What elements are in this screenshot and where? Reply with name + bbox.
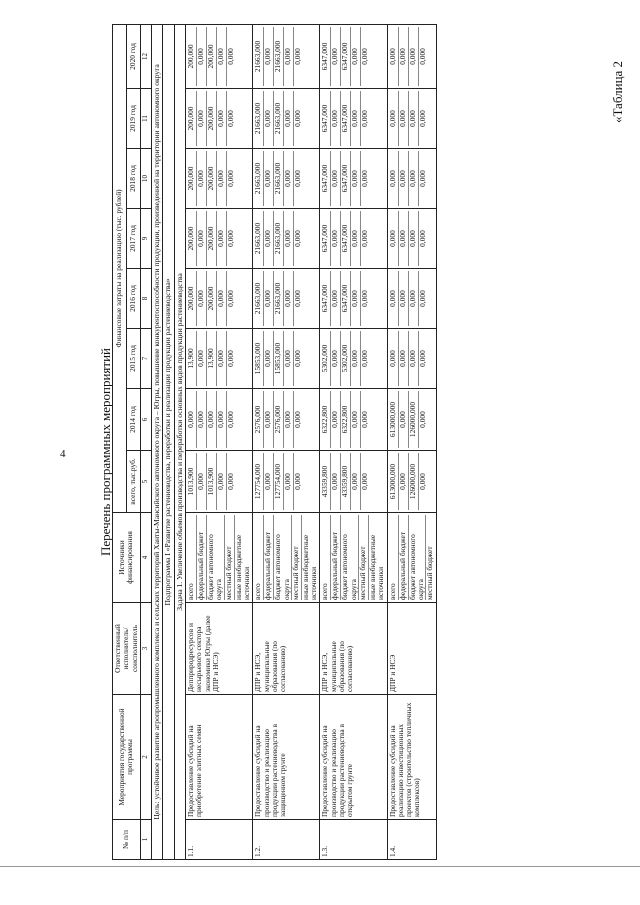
cost-value: 6347,000 (341, 91, 351, 146)
cost-value: 0,000 (409, 27, 419, 86)
cost-value: 0,000 (399, 91, 409, 146)
funding-source: бюджет автономного округа (341, 515, 359, 600)
cost-value: 0,000 (284, 91, 294, 146)
cost-value: 0,000 (389, 91, 399, 146)
cost-value: 0,000 (331, 391, 341, 448)
cost-value: 1013,900 (207, 453, 217, 510)
column-index: 1 (140, 820, 151, 860)
cost-value: 0,000 (399, 271, 409, 326)
header-year: 2019 год (126, 89, 140, 149)
cost-value: 0,000 (293, 290, 303, 307)
header-costs-group: Финансовые затраты на реализацию (тыс. рублей) (113, 24, 127, 512)
year-values (253, 269, 320, 329)
cost-value: 43359,800 (341, 453, 351, 510)
cost-value: 0,000 (217, 453, 227, 510)
executor-name: ДПР и НСЭ (387, 603, 437, 695)
cost-value: 0,000 (331, 27, 341, 86)
header-year: 2017 год (126, 209, 140, 269)
cost-value: 0,000 (284, 453, 294, 510)
cost-value: 0,000 (217, 151, 227, 206)
funding-source: местный бюджет (292, 515, 302, 600)
cost-value: 6347,000 (321, 271, 331, 326)
cost-value: 0,000 (409, 271, 419, 326)
cost-value: 0,000 (217, 391, 227, 448)
cost-value: 613000,000 (389, 391, 399, 448)
cost-value: 5302,000 (321, 331, 331, 386)
table-row (387, 24, 437, 859)
cost-value: 200,000 (187, 151, 197, 206)
year-values (387, 209, 437, 269)
column-index-row (140, 24, 151, 859)
funding-source: всего (321, 515, 331, 600)
year-values (253, 89, 320, 149)
header-year: 2015 год (126, 329, 140, 389)
cost-value: 0,000 (351, 391, 361, 448)
cost-value: 0,000 (399, 453, 409, 510)
cost-value: 0,000 (197, 91, 207, 146)
program-table-rotated (112, 25, 595, 860)
year-values (186, 329, 253, 389)
year-values (253, 209, 320, 269)
cost-value: 6347,000 (341, 27, 351, 86)
cost-value: 6347,000 (321, 27, 331, 86)
cost-value: 0,000 (197, 331, 207, 386)
cost-value: 0,000 (264, 151, 274, 206)
year-values (253, 329, 320, 389)
funding-source: федеральный бюджет (331, 515, 341, 600)
funding-source: иные внебюджетные источники (233, 534, 252, 600)
cost-value: 0,000 (417, 411, 427, 428)
cost-value: 0,000 (226, 110, 236, 127)
table-row (253, 24, 320, 859)
year-values (320, 389, 387, 451)
cost-value: 0,000 (264, 91, 274, 146)
cost-value: 21663,000 (274, 271, 284, 326)
cost-value: 21663,000 (254, 271, 264, 326)
cost-value: 200,000 (187, 211, 197, 266)
header-year: 2014 год (126, 389, 140, 451)
year-values (186, 209, 253, 269)
cost-value: 0,000 (399, 391, 409, 448)
cost-value: 6347,000 (341, 151, 351, 206)
cost-value: 21663,000 (254, 91, 264, 146)
event-name: Предоставление субсидий на производство и реализацию продукции растениеводства в защищенном грунте (253, 695, 320, 820)
cost-value: 0,000 (399, 151, 409, 206)
total-values (320, 451, 387, 513)
year-values (186, 269, 253, 329)
cost-value: 0,000 (360, 350, 370, 367)
cost-value: 0,000 (197, 27, 207, 86)
cost-value: 6347,000 (321, 211, 331, 266)
cost-value: 21663,000 (274, 27, 284, 86)
cost-value: 200,000 (207, 91, 217, 146)
cost-value: 0,000 (331, 453, 341, 510)
cost-value: 0,000 (409, 151, 419, 206)
row-number: 1.4. (387, 820, 437, 860)
cost-value: 0,000 (293, 473, 303, 490)
cost-value: 0,000 (331, 91, 341, 146)
cost-value: 0,000 (226, 290, 236, 307)
cost-value: 0,000 (417, 110, 427, 127)
cost-value: 0,000 (226, 170, 236, 187)
cost-value: 0,000 (226, 473, 236, 490)
row-number: 1.1. (186, 820, 253, 860)
cost-value: 0,000 (284, 211, 294, 266)
year-values (186, 89, 253, 149)
cost-value: 0,000 (293, 110, 303, 127)
cost-value: 0,000 (389, 151, 399, 206)
cost-value: 0,000 (417, 473, 427, 490)
scan-divider (0, 866, 640, 867)
cost-value: 200,000 (187, 27, 197, 86)
cost-value: 0,000 (226, 230, 236, 247)
cost-value: 0,000 (293, 230, 303, 247)
column-index: 6 (140, 389, 151, 451)
row-number: 1.2. (253, 820, 320, 860)
cost-value: 0,000 (217, 91, 227, 146)
cost-value: 0,000 (264, 27, 274, 86)
cost-value: 0,000 (360, 48, 370, 65)
cost-value: 43359,800 (321, 453, 331, 510)
column-index: 2 (140, 695, 151, 820)
cost-value: 0,000 (351, 151, 361, 206)
header-executor: Ответственный исполнитель/соисполнитель (113, 603, 141, 695)
cost-value: 2576,000 (254, 391, 264, 448)
funding-source: бюджет автономного округа (409, 515, 427, 600)
year-values (320, 24, 387, 88)
executor-name: ДПР и НСЭ, муниципальные образования (по согласованию) (253, 603, 320, 695)
cost-value: 21663,000 (274, 211, 284, 266)
cost-value: 0,000 (417, 48, 427, 65)
cost-value: 21663,000 (254, 211, 264, 266)
cost-value: 0,000 (360, 170, 370, 187)
goal-row: Цель: устойчивое развитие агропромышленного комплекса и сельских территорий Ханты-Мансийского автономного округа – Югры, повышение конкурентоспособности продукции, произведенной на территории автономного округа (151, 24, 163, 859)
cost-value: 0,000 (389, 271, 399, 326)
table-label: «Таблица 2 (610, 60, 625, 124)
cost-value: 0,000 (351, 27, 361, 86)
year-values (186, 24, 253, 88)
executor-name: ДПР и НСЭ, муниципальные образования (по согласованию) (320, 603, 387, 695)
page-number: 4 (60, 448, 66, 460)
cost-value: 127754,000 (254, 453, 264, 510)
subprogram-row: Подпрограмма I «Развитие растениеводства, переработки и реализации продукции растениеводства» (163, 24, 175, 859)
row-number: 1.3. (320, 820, 387, 860)
cost-value: 200,000 (207, 211, 217, 266)
cost-value: 0,000 (409, 331, 419, 386)
executor-name: Депприродресурсов и несырьевого сектора экономики Югры (далее ДПР и НСЭ) (186, 603, 253, 695)
cost-value: 0,000 (197, 271, 207, 326)
column-index: 10 (140, 149, 151, 209)
total-values (186, 451, 253, 513)
cost-value: 0,000 (360, 110, 370, 127)
funding-source: всего (254, 515, 264, 600)
cost-value: 0,000 (284, 331, 294, 386)
funding-source: федеральный бюджет (399, 515, 409, 600)
cost-value: 15853,000 (274, 331, 284, 386)
funding-sources (320, 513, 387, 603)
cost-value: 0,000 (187, 391, 197, 448)
year-values (253, 149, 320, 209)
header-event: Мероприятия государственной программы (113, 695, 141, 820)
cost-value: 0,000 (284, 27, 294, 86)
column-index: 3 (140, 603, 151, 695)
cost-value: 0,000 (293, 170, 303, 187)
funding-source: всего (187, 515, 197, 600)
column-index: 5 (140, 451, 151, 513)
funding-source: всего (389, 515, 399, 600)
cost-value: 0,000 (331, 271, 341, 326)
year-values (387, 329, 437, 389)
cost-value: 200,000 (187, 271, 197, 326)
year-values (186, 389, 253, 451)
cost-value: 0,000 (389, 27, 399, 86)
cost-value: 200,000 (207, 27, 217, 86)
table-row (320, 24, 387, 859)
event-name: Предоставление субсидий на приобретение элитных семян (186, 695, 253, 820)
funding-source: бюджет автономного округа (207, 515, 225, 600)
cost-value: 0,000 (207, 391, 217, 448)
cost-value: 0,000 (217, 271, 227, 326)
cost-value: 0,000 (417, 350, 427, 367)
cost-value: 0,000 (351, 271, 361, 326)
cost-value: 13,900 (187, 331, 197, 386)
cost-value: 21663,000 (274, 151, 284, 206)
cost-value: 126000,000 (409, 391, 419, 448)
year-values (320, 329, 387, 389)
cost-value: 0,000 (399, 27, 409, 86)
cost-value: 6322,800 (321, 391, 331, 448)
header-year: 2018 год (126, 149, 140, 209)
cost-value: 0,000 (360, 230, 370, 247)
cost-value: 0,000 (264, 453, 274, 510)
year-values (320, 89, 387, 149)
event-name: Предоставление субсидий на реализацию инвестиционных проектов (строительство тепличных комплексов) (387, 695, 437, 820)
cost-value: 0,000 (197, 453, 207, 510)
cost-value: 0,000 (217, 27, 227, 86)
cost-value: 0,000 (331, 331, 341, 386)
column-index: 11 (140, 89, 151, 149)
cost-value: 0,000 (399, 211, 409, 266)
cost-value: 127754,000 (274, 453, 284, 510)
column-index: 4 (140, 513, 151, 603)
cost-value: 0,000 (360, 411, 370, 428)
cost-value: 0,000 (284, 391, 294, 448)
header-year: 2016 год (126, 269, 140, 329)
header-year: 2020 год (126, 24, 140, 88)
cost-value: 0,000 (197, 151, 207, 206)
cost-value: 0,000 (197, 391, 207, 448)
funding-source: местный бюджет (425, 546, 435, 600)
header-num: № п/п (113, 820, 141, 860)
funding-source: федеральный бюджет (197, 515, 207, 600)
cost-value: 6347,000 (341, 271, 351, 326)
column-index: 12 (140, 24, 151, 88)
cost-value: 0,000 (417, 290, 427, 307)
year-values (387, 24, 437, 88)
cost-value: 0,000 (409, 91, 419, 146)
year-values (186, 149, 253, 209)
cost-value: 0,000 (293, 411, 303, 428)
funding-source: местный бюджет (359, 515, 369, 600)
cost-value: 0,000 (264, 271, 274, 326)
cost-value: 200,000 (207, 151, 217, 206)
funding-source: иные внебюджетные источники (300, 534, 319, 600)
table-body (151, 24, 436, 859)
cost-value: 13,900 (207, 331, 217, 386)
cost-value: 0,000 (264, 391, 274, 448)
cost-value: 0,000 (360, 473, 370, 490)
column-index: 8 (140, 269, 151, 329)
cost-value: 0,000 (351, 91, 361, 146)
total-values (253, 451, 320, 513)
task-row: Задача 1. Увеличение объемов производства и переработки основных видов продукции растениеводства (174, 24, 186, 859)
funding-source: иные внебюджетные источники (367, 534, 386, 600)
cost-value: 2576,000 (274, 391, 284, 448)
page-title: Перечень программных мероприятий (98, 348, 113, 556)
cost-value: 0,000 (331, 211, 341, 266)
cost-value: 0,000 (264, 331, 274, 386)
year-values (320, 269, 387, 329)
cost-value: 0,000 (264, 211, 274, 266)
funding-source: местный бюджет (225, 515, 235, 600)
cost-value: 0,000 (226, 411, 236, 428)
funding-source: федеральный бюджет (264, 515, 274, 600)
cost-value: 0,000 (409, 211, 419, 266)
funding-source: бюджет автономного округа (274, 515, 292, 600)
column-index: 9 (140, 209, 151, 269)
cost-value: 0,000 (226, 350, 236, 367)
cost-value: 0,000 (351, 453, 361, 510)
cost-value: 200,000 (187, 91, 197, 146)
table-header (113, 24, 152, 859)
cost-value: 0,000 (360, 290, 370, 307)
year-values (387, 89, 437, 149)
cost-value: 0,000 (351, 211, 361, 266)
event-name: Предоставление субсидий на производство и реализацию продукции растениеводства в открытом грунте (320, 695, 387, 820)
cost-value: 0,000 (226, 48, 236, 65)
column-index: 7 (140, 329, 151, 389)
cost-value: 0,000 (417, 170, 427, 187)
table-row (186, 24, 253, 859)
funding-sources (186, 513, 253, 603)
funding-sources (387, 513, 437, 603)
cost-value: 126000,000 (409, 453, 419, 510)
total-values (387, 451, 437, 513)
header-total: всего, тыс.руб. (126, 451, 140, 513)
year-values (387, 269, 437, 329)
cost-value: 0,000 (284, 151, 294, 206)
cost-value: 0,000 (217, 331, 227, 386)
cost-value: 0,000 (417, 230, 427, 247)
cost-value: 0,000 (399, 331, 409, 386)
year-values (320, 149, 387, 209)
cost-value: 0,000 (217, 211, 227, 266)
year-values (320, 209, 387, 269)
cost-value: 0,000 (331, 151, 341, 206)
cost-value: 0,000 (293, 350, 303, 367)
cost-value: 0,000 (389, 331, 399, 386)
cost-value: 0,000 (284, 271, 294, 326)
cost-value: 6347,000 (321, 91, 331, 146)
cost-value: 21663,000 (254, 27, 264, 86)
year-values (387, 389, 437, 451)
cost-value: 1013,900 (187, 453, 197, 510)
cost-value: 21663,000 (274, 91, 284, 146)
cost-value: 0,000 (197, 211, 207, 266)
cost-value: 6347,000 (321, 151, 331, 206)
year-values (253, 389, 320, 451)
cost-value: 0,000 (351, 331, 361, 386)
year-values (253, 24, 320, 88)
cost-value: 6347,000 (341, 211, 351, 266)
cost-value: 5302,000 (341, 331, 351, 386)
funding-sources (253, 513, 320, 603)
cost-value: 200,000 (207, 271, 217, 326)
cost-value: 21663,000 (254, 151, 264, 206)
cost-value: 0,000 (293, 48, 303, 65)
header-source: Источники финансирования (113, 513, 141, 603)
program-table (112, 24, 437, 860)
cost-value: 6322,800 (341, 391, 351, 448)
cost-value: 613000,000 (389, 453, 399, 510)
cost-value: 0,000 (389, 211, 399, 266)
year-values (387, 149, 437, 209)
cost-value: 15853,000 (254, 331, 264, 386)
